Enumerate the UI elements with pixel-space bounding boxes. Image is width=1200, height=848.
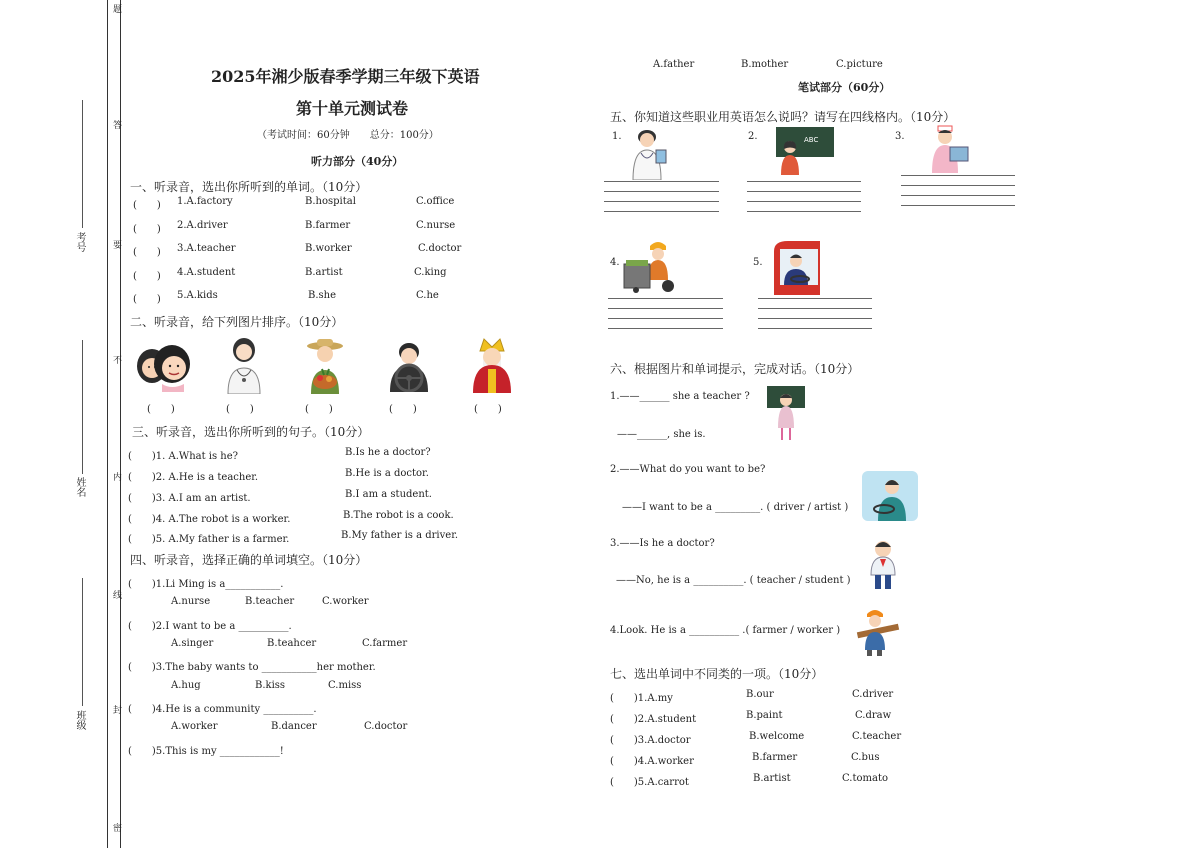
s7-question-3[interactable]: ( )3.A.doctor	[610, 735, 691, 746]
student-icon	[868, 539, 898, 589]
s4-question-1[interactable]: ( )1.Li Ming is a___________.	[128, 579, 284, 590]
s3-opt-b-1: B.Is he a doctor?	[345, 447, 431, 458]
s4-opt-c-2: C.farmer	[362, 638, 408, 649]
s6-answer-2[interactable]: ——I want to be a _________. ( driver / artist )	[622, 502, 849, 513]
s5-num-4: 4.	[610, 257, 620, 268]
worker-icon	[851, 606, 901, 656]
mother-daughter-icon	[132, 342, 194, 392]
s7-opt-b-2: B.paint	[746, 710, 783, 721]
s1-opt-c-4: C.king	[414, 267, 447, 278]
s5-writing-lines-2[interactable]	[747, 181, 861, 221]
s5-num-3: 3.	[895, 131, 905, 142]
page-subtitle: 第十单元测试卷	[296, 99, 409, 118]
s7-opt-b-5: B.artist	[753, 773, 791, 784]
page-title: 2025年湘少版春季学期三年级下英语	[211, 67, 480, 86]
s4-opt-a-2: A.singer	[171, 638, 214, 649]
section4-title: 四、听录音，选择正确的单词填空。（10分）	[130, 553, 368, 567]
king-icon	[470, 337, 514, 393]
s7-opt-c-2: C.draw	[855, 710, 892, 721]
s4-opt-a-4: A.worker	[171, 721, 218, 732]
s3-opt-a-3: ( )3. A.I am an artist.	[128, 493, 251, 504]
s7-opt-c-4: C.bus	[851, 752, 880, 763]
teacher-icon	[776, 127, 834, 175]
farmer-icon	[305, 338, 345, 394]
s3-opt-a-4: ( )4. A.The robot is a worker.	[128, 514, 291, 525]
s1-paren-3[interactable]: ( )	[133, 247, 161, 258]
s3-opt-b-2: B.He is a doctor.	[345, 468, 429, 479]
driver-icon	[384, 340, 434, 392]
seal-char-7: 封	[111, 705, 121, 714]
s1-paren-4[interactable]: ( )	[133, 271, 161, 282]
s5-writing-lines-4[interactable]	[608, 298, 723, 338]
seal-char-8: 密	[111, 823, 121, 832]
s4-opt-a-3: A.hug	[171, 680, 201, 691]
s3-opt-a-1: ( )1. A.What is he?	[128, 451, 239, 462]
s1-opt-c-3: C.doctor	[418, 243, 462, 254]
s4-opt-b-3: B.kiss	[255, 680, 286, 691]
s1-opt-a-5: 5.A.kids	[177, 290, 218, 301]
kaohao-blank[interactable]	[82, 100, 83, 228]
s2-paren-3[interactable]: ( )	[305, 404, 333, 415]
s2-paren-2[interactable]: ( )	[226, 404, 254, 415]
driver-icon	[862, 471, 918, 521]
driver-icon	[770, 241, 822, 295]
s1-opt-b-4: B.artist	[305, 267, 343, 278]
s5-num-1: 1.	[612, 131, 622, 142]
s4-opt-b-5: B.mother	[741, 59, 789, 70]
seal-char-2: 答	[111, 120, 121, 129]
s4-opt-a-1: A.nurse	[171, 596, 211, 607]
s1-opt-a-4: 4.A.student	[177, 267, 236, 278]
s1-opt-b-1: B.hospital	[305, 196, 356, 207]
exam-info: （考试时间：60分钟 总分：100分）	[257, 130, 439, 141]
xingming-blank[interactable]	[82, 340, 83, 474]
section7-title: 七、选出单词中不同类的一项。（10分）	[610, 667, 824, 681]
nurse-icon	[928, 125, 970, 173]
section5-title: 五、你知道这些职业用英语怎么说吗？请写在四线格内。（10分）	[610, 110, 956, 124]
s1-opt-a-2: 2.A.driver	[177, 220, 228, 231]
s1-opt-a-1: 1.A.factory	[177, 196, 233, 207]
s7-opt-b-1: B.our	[746, 689, 774, 700]
s7-question-4[interactable]: ( )4.A.worker	[610, 756, 694, 767]
s4-opt-b-1: B.teacher	[245, 596, 295, 607]
s7-question-5[interactable]: ( )5.A.carrot	[610, 777, 689, 788]
s4-opt-a-5: A.father	[653, 59, 695, 70]
s6-answer-1[interactable]: ——______, she is.	[617, 429, 706, 440]
s1-paren-1[interactable]: ( )	[133, 200, 161, 211]
svg-text:ABC: ABC	[804, 136, 819, 144]
banji-blank[interactable]	[82, 578, 83, 706]
s3-opt-a-2: ( )2. A.He is a teacher.	[128, 472, 259, 483]
s5-num-2: 2.	[748, 131, 758, 142]
s4-question-4[interactable]: ( )4.He is a community __________.	[128, 704, 317, 715]
s1-opt-b-3: B.worker	[305, 243, 352, 254]
s3-opt-b-4: B.The robot is a cook.	[343, 510, 454, 521]
teacher-icon	[767, 386, 805, 442]
s6-answer-3[interactable]: ——No, he is a __________. ( teacher / student )	[616, 575, 851, 586]
section3-title: 三、听录音，选出你所听到的句子。（10分）	[132, 425, 370, 439]
s3-opt-a-5: ( )5. A.My father is a farmer.	[128, 534, 290, 545]
section6-title: 六、根据图片和单词提示，完成对话。（10分）	[610, 362, 860, 376]
s6-question-1[interactable]: 1.——______ she a teacher ?	[610, 391, 750, 402]
s7-opt-c-5: C.tomato	[842, 773, 888, 784]
s7-question-1[interactable]: ( )1.A.my	[610, 693, 673, 704]
s4-opt-b-4: B.dancer	[271, 721, 317, 732]
s1-opt-a-3: 3.A.teacher	[177, 243, 236, 254]
s3-opt-b-3: B.I am a student.	[345, 489, 432, 500]
s5-writing-lines-5[interactable]	[758, 298, 872, 338]
banji-label: 班级	[74, 710, 85, 730]
s1-opt-c-1: C.office	[416, 196, 455, 207]
s1-opt-b-2: B.farmer	[305, 220, 351, 231]
seal-char-3: 要	[111, 240, 121, 249]
worker-icon	[622, 240, 684, 294]
s4-opt-c-4: C.doctor	[364, 721, 408, 732]
s5-num-5: 5.	[753, 257, 763, 268]
s2-paren-1[interactable]: ( )	[147, 404, 175, 415]
s1-opt-b-5: B.she	[308, 290, 337, 301]
s7-question-2[interactable]: ( )2.A.student	[610, 714, 697, 725]
seal-char-6: 线	[111, 590, 121, 599]
s7-opt-b-4: B.farmer	[752, 752, 798, 763]
s4-question-3[interactable]: ( )3.The baby wants to ___________her mother.	[128, 662, 376, 673]
s4-question-5[interactable]: ( )5.This is my ____________!	[128, 746, 284, 757]
writing-part-heading: 笔试部分（60分）	[798, 81, 891, 94]
s7-opt-b-3: B.welcome	[749, 731, 805, 742]
s4-question-2[interactable]: ( )2.I want to be a __________.	[128, 621, 292, 632]
s4-opt-b-2: B.teahcer	[267, 638, 317, 649]
s4-opt-c-3: C.miss	[328, 680, 362, 691]
s1-opt-c-2: C.nurse	[416, 220, 456, 231]
seal-char-4: 不	[111, 355, 121, 364]
s2-paren-5[interactable]: ( )	[474, 404, 502, 415]
seal-char-5: 内	[111, 472, 121, 481]
s5-writing-lines-3[interactable]	[901, 175, 1015, 215]
section2-title: 二、听录音，给下列图片排序。（10分）	[130, 315, 344, 329]
s2-paren-4[interactable]: ( )	[389, 404, 417, 415]
s6-question-2[interactable]: 2.——What do you want to be?	[610, 464, 766, 475]
s7-opt-c-3: C.teacher	[852, 731, 902, 742]
s7-opt-c-1: C.driver	[852, 689, 894, 700]
s4-opt-c-1: C.worker	[322, 596, 369, 607]
s4-opt-c-5: C.picture	[836, 59, 883, 70]
s1-opt-c-5: C.he	[416, 290, 439, 301]
section1-title: 一、听录音，选出你所听到的单词。（10分）	[130, 180, 368, 194]
s3-opt-b-5: B.My father is a driver.	[341, 530, 459, 541]
margin-line-outer	[107, 0, 108, 848]
s6-question-3[interactable]: 3.——Is he a doctor?	[610, 538, 715, 549]
kaohao-label: 考号	[74, 232, 85, 252]
s1-paren-5[interactable]: ( )	[133, 294, 161, 305]
s6-question-4[interactable]: 4.Look. He is a __________ .( farmer / worker )	[610, 625, 841, 636]
seal-char-1: 题	[111, 4, 121, 13]
listening-part-heading: 听力部分（40分）	[311, 155, 404, 168]
doctor-icon	[628, 128, 670, 180]
s1-paren-2[interactable]: ( )	[133, 224, 161, 235]
doctor-icon	[224, 336, 264, 394]
xingming-label: 姓名	[74, 477, 85, 497]
s5-writing-lines-1[interactable]	[604, 181, 719, 221]
